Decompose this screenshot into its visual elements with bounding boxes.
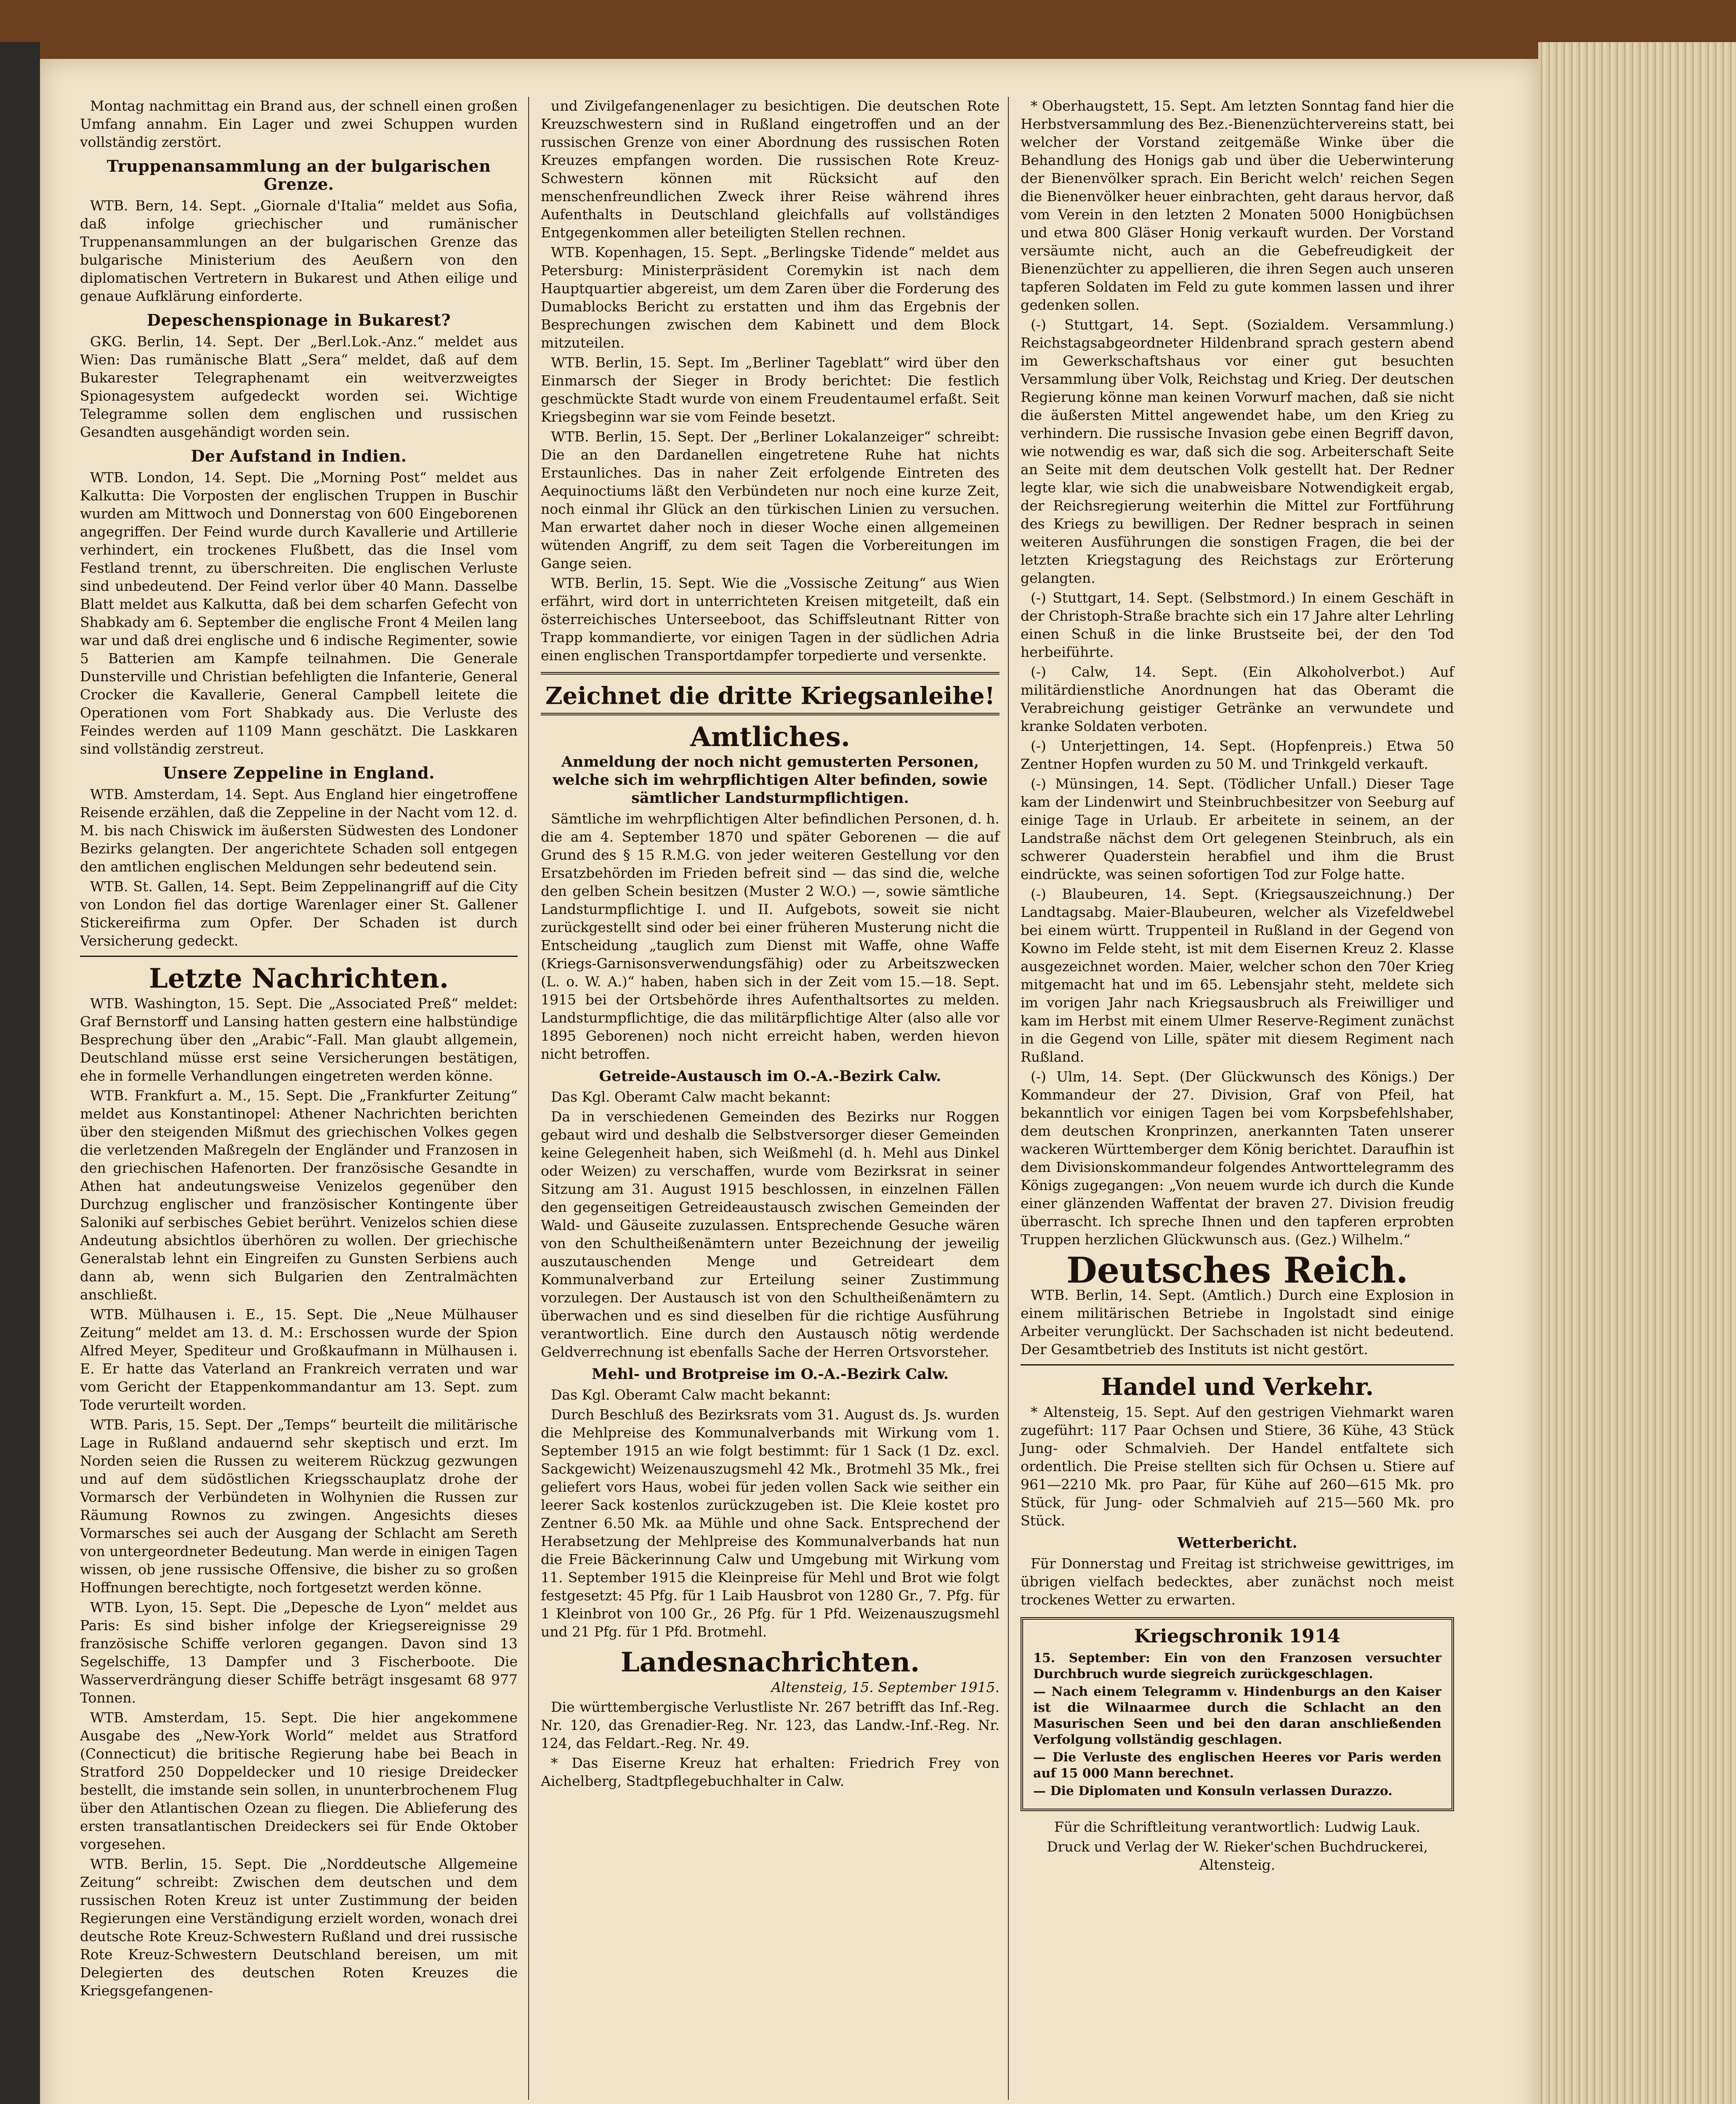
article-text: Sämtliche im wehrpflichtigen Alter befindlichen Personen, d. h. die am 4. September 1870 und später Geborenen — die auf Grund des § 15 R.M.G. von jeder weiteren Gestellung vor den Ersatzbehörden im Frieden befreit sind — das sind die, welche den gelben Schein besitzen (Muster 2 W.O.) —, sowie sämtliche Landsturmpflichtige I. und II. Aufgebots, soweit sie nicht zurückgestellt sind oder bei einer früheren Musterung nicht die Entscheidung „tauglich zum Dienst mit Waffe, ohne Waffe (Kriegs-Garnisonsverwendungsfähig) oder zu Arbeitszwecken (L. o. W. A.)“ haben, haben sich in der Zeit vom 15.—18. Sept. 1915 bei der Ortsbehörde ihres Aufenthaltsortes zu melden. Landsturmpflichtige, die das militärpflichtige Alter (also alle vor 1895 Geborenen) noch nicht erreicht haben, werden hievon nicht betroffen.	[541, 810, 1000, 1062]
article-text: (-) Münsingen, 14. Sept. (Tödlicher Unfall.) Dieser Tage kam der Lindenwirt und Steinbruchbesitzer von Seeburg auf einige Tage in Urlaub. Er arbeitete in seinem, an der Landstraße nächst dem Ort gelegenen Steinbruch, als ein schwerer Quaderstein herabfiel und ihm die Brust eindrückte, was seinen sofortigen Tod zur Folge hatte.	[1021, 776, 1454, 882]
chronicle-entry: 15. September: Ein von den Franzosen versuchter Durchbruch wurde siegreich zurückgeschlagen.	[1033, 1651, 1441, 1682]
article-text: WTB. Lyon, 15. Sept. Die „Depesche de Lyon“ meldet aus Paris: Es sind bisher infolge der Kriegsereignisse 29 französische Schiffe verloren gegangen. Davon sind 13 Segelschiffe, 13 Dampfer und 3 Fischerboote. Die Wasserverdrängung dieser Schiffe beträgt insgesamt 68 977 Tonnen.	[80, 1599, 518, 1706]
column-divider	[528, 97, 529, 2100]
article-text: WTB. Bern, 14. Sept. „Giornale d'Italia“ meldet aus Sofia, daß infolge griechischer und rumänischer Truppenansammlungen an der bulgarischen Grenze das bulgarische Ministerium des Aeußern von den diplomatischen Vertretern in Bukarest und Athen eilige und genaue Aufklärung einforderte.	[80, 197, 518, 304]
section-rule	[541, 713, 1000, 715]
chronicle-entry: — Nach einem Telegramm v. Hindenburgs an den Kaiser ist die Wilnaarmee durch die Schlacht an den Masurischen Seen und bei den daran anschließenden Verfolgung vollständig geschlagen.	[1033, 1684, 1441, 1747]
article-text: WTB. Berlin, 14. Sept. (Amtlich.) Durch eine Explosion in einem militärischen Betriebe in Ingolstadt sind einige Arbeiter verunglückt. Der Sachschaden ist nicht bedeutend. Der Gesamtbetrieb des Instituts ist nicht gestört.	[1021, 1287, 1454, 1358]
headline: Unsere Zeppeline in England.	[163, 763, 435, 782]
war-chronicle-box	[1021, 1617, 1454, 1811]
article-text: WTB. St. Gallen, 14. Sept. Beim Zeppelinangriff auf die City von London fiel das dortige Warenlager einer St. Gallener Stickereifirma zum Opfer. Der Schaden ist durch Versicherung gedeckt.	[80, 878, 518, 949]
section-rule	[80, 956, 518, 957]
article-text: WTB. Amsterdam, 14. Sept. Aus England hier eingetroffene Reisende erzählen, daß die Zeppeline in der Nacht vom 12. d. M. bis nach Chiswick im äußersten Südwesten des Londoner Bezirks gelangten. Der angerichtete Schaden soll entgegen den amtlichen englischen Meldungen sehr bedeutend sein.	[80, 786, 518, 875]
article-text: Für Donnerstag und Freitag ist strichweise gewittriges, im übrigen vielfach bedecktes, aber zunächst noch meist trockenes Wetter zu erwarten.	[1021, 1555, 1454, 1608]
article-text: (-) Blaubeuren, 14. Sept. (Kriegsauszeichnung.) Der Landtagsabg. Maier-Blaubeuren, welcher als Vizefeldwebel bei einem württ. Truppenteil in Rußland in der Gegend von Kowno im Felde steht, ist mit dem Eisernen Kreuz 2. Klasse ausgezeichnet worden. Maier, welcher schon den 70er Krieg mitgemacht hat und im 65. Lebensjahr steht, meldete sich im vorigen Jahr nach Kriegsausbruch als Freiwilliger und kam im Herbst mit einem Ulmer Reserve-Regiment zunächst in die Gegend von Lille, später mit diesem Regiment nach Rußland.	[1021, 886, 1454, 1065]
article-text: WTB. Berlin, 15. Sept. Wie die „Vossische Zeitung“ aus Wien erfährt, wird dort in unterrichteten Kreisen mitgeteilt, daß ein österreichisches Unterseeboot, das Schiffsleutnant Ritter von Trapp kommandierte, vor einigen Tagen in der südlichen Adria einen englischen Transportdampfer torpedierte und versenkte.	[541, 575, 1000, 664]
article-text: WTB. Washington, 15. Sept. Die „Associated Preß“ meldet: Graf Bernstorff und Lansing hatten gestern eine halbstündige Besprechung über den „Arabic“-Fall. Man glaubt allgemein, Deutschland müsse erst seine Versicherungen bestätigen, ehe in formelle Verhandlungen eingetreten werden könne.	[80, 995, 518, 1084]
article-text: WTB. Berlin, 15. Sept. Im „Berliner Tageblatt“ wird über den Einmarsch der Sieger in Brody berichtet: Die festlich geschmückte Stadt wurde von einem Freudentaumel erfaßt. Seit Kriegsbeginn war sie vom Feinde besetzt.	[541, 354, 1000, 425]
imprint-editor: Für die Schriftleitung verantwortlich: Ludwig Lauk.	[1054, 1819, 1421, 1835]
article-text: WTB. London, 14. Sept. Die „Morning Post“ meldet aus Kalkutta: Die Vorposten der englischen Truppen in Buschir wurden am Mittwoch und Donnerstag von 600 Eingeborenen angegriffen. Der Feind wurde durch Kavallerie und Artillerie verhindert, ein trockenes Flußbett, das die Insel vom Festland trennt, zu überschreiten. Die englischen Verluste sind unbedeutend. Der Feind verlor über 40 Mann. Dasselbe Blatt meldet aus Kalkutta, daß bei dem scharfen Gefecht von Shabkady am 6. September die englische Front 4 Meilen lang war und daß drei englische und 6 indische Regimenter, sowie 5 Batterien am Kampfe teilnahmen. Die Generale Dunsterville und Christian befehligten die Infanterie, General Crocker die Kavallerie, General Campbell leitete die Operationen vom Fort Shabkady aus. Die Verluste des Feindes werden auf 1109 Mann geschätzt. Die Laskkaren sind vollständig zerstreut.	[80, 469, 518, 757]
article-text: WTB. Mülhausen i. E., 15. Sept. Die „Neue Mülhauser Zeitung“ meldet am 13. d. M.: Erschossen wurde der Spion Alfred Meyer, Spediteur und Großkaufmann in Mülhausen i. E. Er hatte das Vaterland an Frankreich verraten und war vom Gericht der Etappenkommandantur am 13. Sept. zum Tode verurteilt worden.	[80, 1306, 518, 1413]
article-text: (-) Ulm, 14. Sept. (Der Glückwunsch des Königs.) Der Kommandeur der 27. Division, Graf von Pfeil, hat bekanntlich vor einigen Tagen bei vom Korpsbefehlshaber, dem deutschen Kronprinzen, anerkannten Taten unserer wackeren Württemberger dem König berichtet. Daraufhin ist dem Divisionskommandeur folgendes Antworttelegramm des Königs zugegangen: „Von neuem wurde ich durch die Kunde einer glänzenden Waffentat der braven 27. Division freudig überrascht. Ich spreche Ihnen und den tapferen erprobten Truppen herzlichen Glückwunsch aus. (Gez.) Wilhelm.“	[1021, 1068, 1454, 1248]
headline: Truppenansammlung an der bulgarischen Grenze.	[106, 157, 491, 194]
section-rule	[541, 672, 1000, 675]
section-title: Deutsches Reich.	[1066, 1249, 1409, 1291]
column-left	[80, 97, 518, 2001]
section-rule	[1021, 1364, 1454, 1365]
article-text: GKG. Berlin, 14. Sept. Der „Berl.Lok.-Anz.“ meldet aus Wien: Das rumänische Blatt „Sera“ meldet, daß auf dem Bukarester Telegraphenamt ein weitverzweigtes Spionagesystem aufgedeckt worden sei. Wichtige Telegramme sollen dem englischen und russischen Gesandten ausgehändigt worden sein.	[80, 333, 518, 440]
article-text: Montag nachmittag ein Brand aus, der schnell einen großen Umfang annahm. Ein Lager und zwei Schuppen wurden vollständig zerstört.	[80, 98, 518, 150]
subheadline: Wetterbericht.	[1177, 1534, 1297, 1551]
section-title: Landesnachrichten.	[620, 1647, 920, 1678]
article-text: (-) Stuttgart, 14. Sept. (Sozialdem. Versammlung.) Reichstagsabgeordneter Hildenbrand sprach gestern abend im Gewerkschaftshaus vor einer gut besuchten Versammlung über Volk, Reichstag und Krieg. Der deutschen Regierung könne man keinen Vorwurf machen, daß sie nicht die äußersten Mittel angewendet habe, um den Krieg zu verhindern. Die russische Invasion gebe einen Begriff davon, wie notwendig es war, daß sich die sog. Arbeiterschaft Seite an Seite mit dem deutschen Volk gestellt hat. Der Redner legte klar, wie sich die unabweisbare Notwendigkeit ergab, der Reichsregierung weiterhin die Mittel zur Fortführung des Kriegs zu bewilligen. Der Redner besprach in seinen weiteren Ausführungen die sonstigen Fragen, die bei der letzten Kriegstagung des Reichstags zur Erörterung gelangten.	[1021, 316, 1454, 586]
imprint-publisher: Druck und Verlag der W. Rieker'schen Buchdruckerei, Altensteig.	[1047, 1838, 1428, 1873]
article-text: * Oberhaugstett, 15. Sept. Am letzten Sonntag fand hier die Herbstversammlung des Bez.-Bienenzüchtervereins statt, bei welcher der Vorstand zeitgemäße Winke über die Behandlung des Honigs gab und über die Ueberwinterung der Bienenvölker sprach. Ein Bericht welch' reichen Segen die Bienenvölker heuer einbrachten, geht daraus hervor, daß vom Verein in den letzten 2 Monaten 5000 Honigbüchsen und etwa 800 Gläser Honig verkauft wurden. Der Vorstand versäumte nicht, auch an die Gebefreudigkeit der Bienenzüchter zu appellieren, die ihren Segen auch unseren tapferen Soldaten im Feld zu gute kommen lassen und ihrer gedenken sollen.	[1021, 98, 1454, 313]
article-text: Da in verschiedenen Gemeinden des Bezirks nur Roggen gebaut wird und deshalb die Selbstversorger dieser Gemeinden keine Gelegenheit haben, sich Weißmehl (d. h. Mehl aus Dinkel oder Weizen) zu verschaffen, wurde vom Bezirksrat in seiner Sitzung am 31. August 1915 beschlossen, in einzelnen Fällen den gegenseitigen Getreideaustausch zwischen Gemeinden der Wald- und Gäuseite zuzulassen. Entsprechende Gesuche wären von den Schultheißenämtern unter Bezeichnung der jeweilig auszutauschenden Menge und Getreideart dem Kommunalverband zur Erteilung seiner Zustimmung vorzulegen. Der Austausch ist von den Schultheißenämtern zu überwachen und es sind dieselben für die richtige Ausführung verantwortlich. Eine durch den Austausch nötig werdende Geldverrechnung ist ebenfalls Sache der Herren Ortsvorsteher.	[541, 1108, 1000, 1360]
dateline: Altensteig, 15. September 1915.	[771, 1679, 1000, 1695]
newspaper-page	[40, 59, 1538, 2104]
war-chronicle-title: Kriegschronik 1914	[1134, 1626, 1340, 1647]
article-text: * Altensteig, 15. Sept. Auf den gestrigen Viehmarkt waren zugeführt: 117 Paar Ochsen und Stiere, 36 Kühe, 43 Stück Jung- oder Schmalvieh. Der Handel entfaltete sich ordentlich. Die Preise stellten sich für Ochsen u. Stiere auf 961—2210 Mk. pro Paar, für Kühe auf 260—615 Mk. pro Stück, für Jung- oder Schmalvieh auf 215—560 Mk. pro Stück.	[1021, 1404, 1454, 1529]
article-text: und Zivilgefangenenlager zu besichtigen. Die deutschen Rote Kreuzschwestern sind in Rußland eingetroffen und an der russischen Grenze von einer Abordnung des russischen Roten Kreuzes empfangen worden. Die russischen Rote Kreuz-Schwestern können mit Rücksicht auf den menschenfreundlichen Zweck ihrer Reise während ihres Aufenthalts in Deutschland gleichfalls auf vollständiges Entgegenkommen aller beteiligten Stellen rechnen.	[541, 98, 1000, 241]
article-text: Die württembergische Verlustliste Nr. 267 betrifft das Inf.-Reg. Nr. 120, das Grenadier-Reg. Nr. 123, das Landw.-Inf.-Reg. Nr. 124, das Feldart.-Reg. Nr. 49.	[541, 1699, 1000, 1751]
chronicle-entry: — Die Verluste des englischen Heeres vor Paris werden auf 15 000 Mann berechnet.	[1033, 1750, 1441, 1781]
section-title: Letzte Nachrichten.	[149, 963, 449, 994]
column-divider	[1008, 97, 1009, 2100]
headline: Der Aufstand in Indien.	[191, 446, 407, 465]
article-text: Durch Beschluß des Bezirksrats vom 31. August ds. Js. wurden die Mehlpreise des Kommunalverbands mit Wirkung vom 1. September 1915 an wie folgt bestimmt: für 1 Sack (1 Dz. excl. Sackgewicht) Weizenauszugsmehl 42 Mk., Brotmehl 35 Mk., frei geliefert vors Haus, wobei für jeden vollen Sack wie seither ein leerer Sack kostenlos zurückzugeben ist. Die Kleie kostet pro Zentner 6.50 Mk. aa Mühle und ohne Sack. Entsprechend der Herabsetzung der Mehlpreise des Kommunalverbands hat nun die Freie Bäckerinnung Calw und Umgebung mit Wirkung vom 11. September 1915 die Kleinpreise für Mehl und Brot wie folgt festgesetzt: 45 Pfg. für 1 Laib Hausbrot von 1280 Gr., 7. Pfg. für 1 Kleinbrot von 100 Gr., 26 Pfg. für 1 Pfd. Weizenauszugsmehl und 21 Pfg. für 1 Pfd. Brotmehl.	[541, 1406, 1000, 1640]
article-text: WTB. Amsterdam, 15. Sept. Die hier angekommene Ausgabe des „New-York World“ meldet aus Stratford (Connecticut) die britische Regierung habe bei Beach in Stratford 250 Doppeldecker und 10 riesige Dreidecker bestellt, die imstande sein sollen, in ununterbrochenem Flug über den Atlantischen Ozean zu fliegen. Die Ablieferung des ersten transatlantischen Dreideckers sei für Ende Oktober vorgesehen.	[80, 1709, 518, 1852]
article-text: Das Kgl. Oberamt Calw macht bekannt:	[551, 1089, 831, 1105]
article-text: (-) Calw, 14. Sept. (Ein Alkoholverbot.) Auf militärdienstliche Anordnungen hat das Oberamt die Verabreichung geistiger Getränke an verwundete und kranke Soldaten verboten.	[1021, 664, 1454, 734]
subheadline: Anmeldung der noch nicht gemusterten Personen, welche sich im wehrpflichtigen Alter befinden, sowie sämtlicher Landsturmpflichtigen.	[553, 753, 988, 807]
subheadline: Mehl- und Brotpreise im O.-A.-Bezirk Calw.	[591, 1365, 949, 1383]
article-text: WTB. Frankfurt a. M., 15. Sept. Die „Frankfurter Zeitung“ meldet aus Konstantinopel: Athener Nachrichten berichten über den steigenden Mißmut des griechischen Volkes gegen die verletzenden Maßregeln der Engländer und Franzosen in den griechischen Hafenorten. Der französische Gesandte in Athen hat andeutungsweise Venizelos gegenüber den Durchzug englischer und französischer Kontingente über Saloniki auf serbisches Gebiet berührt. Venizelos schien diese Andeutung absichtlos überhören zu wollen. Der griechische Generalstab lehnt ein Eingreifen zu Gunsten Serbiens auch dann ab, wenn sich Bulgarien den Zentralmächten anschließt.	[80, 1087, 518, 1303]
chronicle-entry: — Die Diplomaten und Konsuln verlassen Durazzo.	[1033, 1784, 1393, 1798]
article-text: WTB. Berlin, 15. Sept. Der „Berliner Lokalanzeiger“ schreibt: Die an den Dardanellen eingetretene Ruhe hat nichts Erstaunliches. Das in naher Zeit erfolgende Eintreten des Aequinoctiums läßt den Verbündeten nur noch eine kurze Zeit, noch einmal ihr Glück an den türkischen Linien zu versuchen. Man erwartet daher noch in dieser Woche einen allgemeinen wütenden Angriff, zu dem seit Tagen die Vorbereitungen im Gange seien.	[541, 428, 1000, 571]
article-text: WTB. Paris, 15. Sept. Der „Temps“ beurteilt die militärische Lage in Rußland andauernd sehr skeptisch und erzt. Im Norden seien die Russen zu weiterem Rückzug gezwungen und auf dem südöstlichen Kriegsschauplatz drohe der Vormarsch der Verbündeten in Wolhynien die Russen zur Räumung Rownos zu zwingen. Angesichts dieses Vormarsches sei auch der Ausgang der Schlacht am Sereth von untergeordneter Bedeutung. Man werde in einigen Tagen wissen, ob jene russische Offensive, die bisher zu so großen Hoffnungen berechtigte, noch fortgesetzt werden könne.	[80, 1416, 518, 1596]
subheadline: Getreide-Austausch im O.-A.-Bezirk Calw.	[599, 1068, 941, 1085]
article-text: WTB. Berlin, 15. Sept. Die „Norddeutsche Allgemeine Zeitung“ schreibt: Zwischen dem deutschen und dem russischen Roten Kreuz ist unter Zustimmung der beiden Regierungen eine Verständigung erzielt worden, wonach drei deutsche Rote Kreuz-Schwestern Rußland und drei russische Rote Kreuz-Schwestern Deutschland bereisen, um mit Delegierten des deutschen Roten Kreuzes die Kriegsgefangenen-	[80, 1856, 518, 1999]
headline: Depeschenspionage in Bukarest?	[146, 311, 451, 329]
column-right	[1021, 97, 1454, 1876]
article-text: WTB. Kopenhagen, 15. Sept. „Berlingske Tidende“ meldet aus Petersburg: Ministerpräsident Coremykin ist nach dem Hauptquartier abgereist, um dem Zaren über die Forderung des Dumablocks Bericht zu erstatten und ihm das Ergebnis der Besprechungen zwischen dem Kabinett und dem Block mitzuteilen.	[541, 244, 1000, 351]
article-text: * Das Eiserne Kreuz hat erhalten: Friedrich Frey von Aichelberg, Stadtpflegebuchhalter in Calw.	[541, 1755, 1000, 1789]
page-stack-edge	[1538, 42, 1736, 2104]
article-text: Das Kgl. Oberamt Calw macht bekannt:	[551, 1387, 831, 1403]
column-middle	[541, 97, 1000, 1792]
section-title: Amtliches.	[690, 721, 851, 753]
war-loan-banner: Zeichnet die dritte Kriegsanleihe!	[545, 682, 995, 710]
section-title: Handel und Verkehr.	[1101, 1373, 1374, 1401]
article-text: (-) Unterjettingen, 14. Sept. (Hopfenpreis.) Etwa 50 Zentner Hopfen wurden zu 50 M. und Trinkgeld verkauft.	[1021, 738, 1454, 772]
book-spine-shadow	[0, 42, 40, 2104]
article-text: (-) Stuttgart, 14. Sept. (Selbstmord.) In einem Geschäft in der Christoph-Straße brachte sich ein 17 Jahre alter Lehrling einen Schuß in die linke Brustseite bei, der den Tod herbeiführte.	[1021, 590, 1454, 660]
